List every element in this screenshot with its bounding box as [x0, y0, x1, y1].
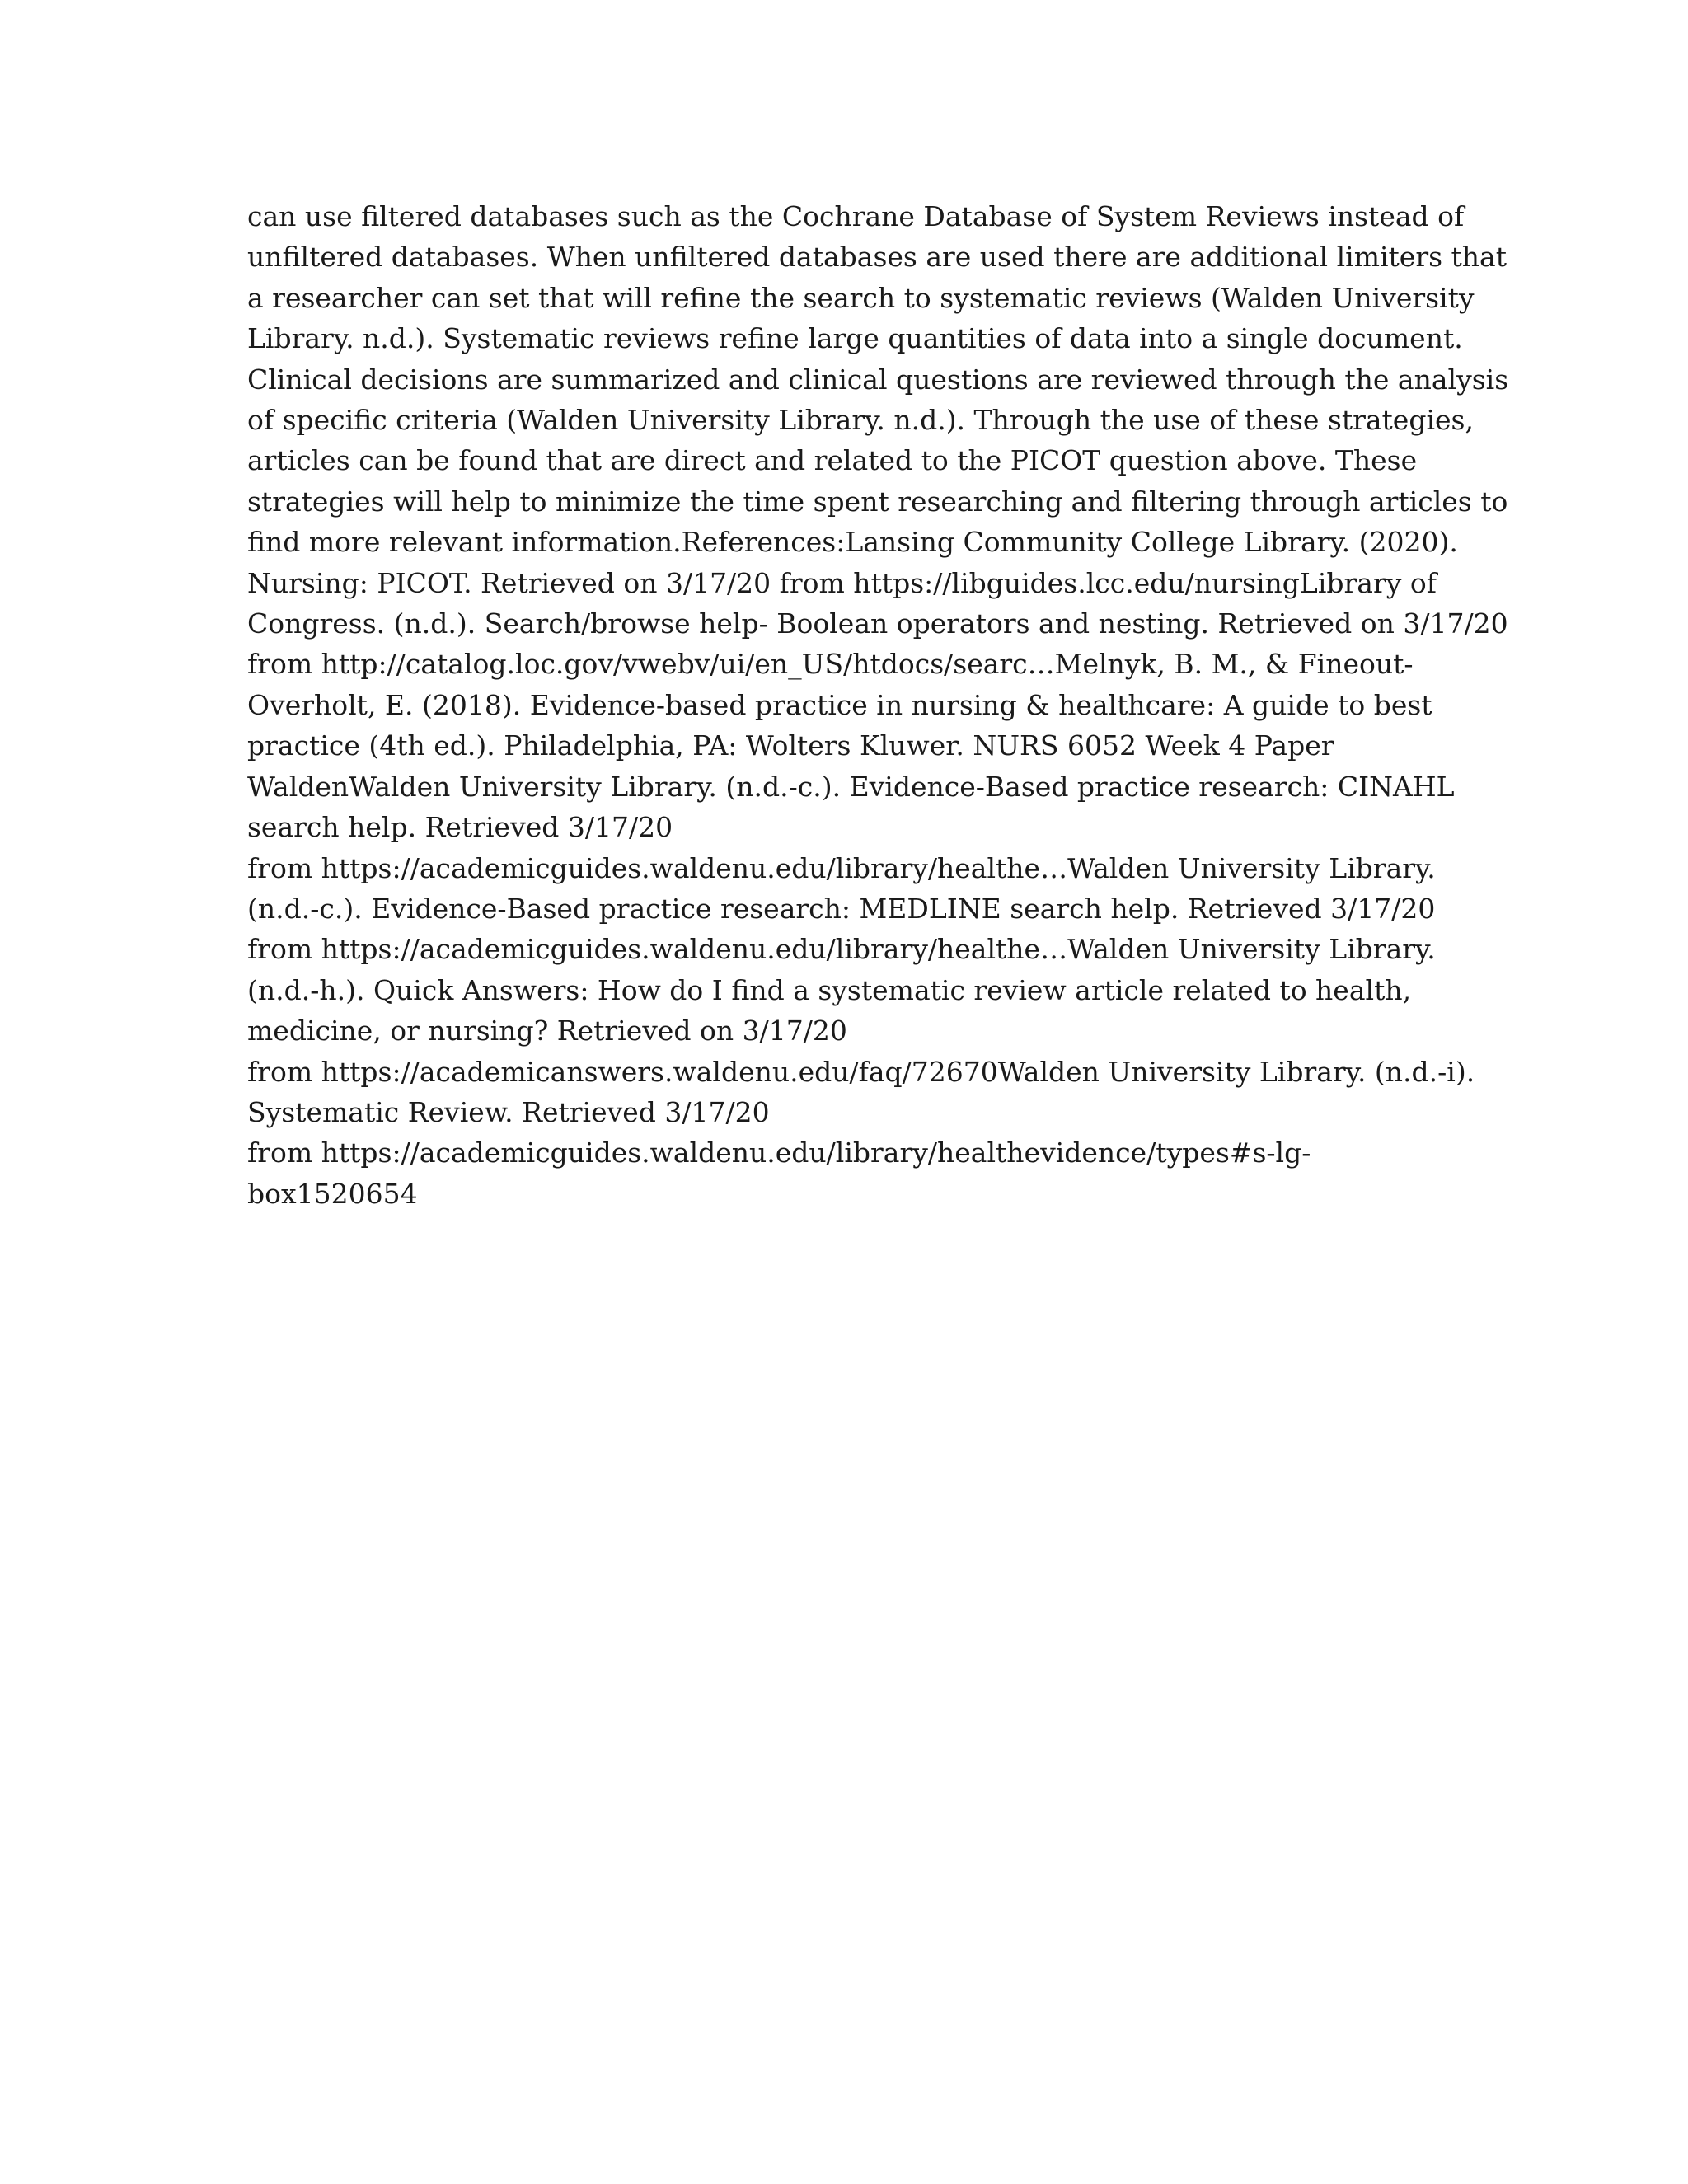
body-paragraph [247, 196, 1509, 1214]
text-line: Nursing: PICOT. Retrieved on 3/17/20 from https://libguides.lcc.edu/nursingLibrary of [247, 566, 1437, 599]
text-line: (n.d.-c.). Evidence-Based practice research: MEDLINE search help. Retrieved 3/17/20 [247, 892, 1436, 925]
text-line: medicine, or nursing? Retrieved on 3/17/20 [247, 1015, 847, 1047]
text-line: Overholt, E. (2018). Evidence-based practice in nursing & healthcare: A guide to best [247, 688, 1432, 721]
text-line: search help. Retrieved 3/17/20 [247, 811, 673, 844]
text-line: from https://academicguides.waldenu.edu/library/healthevidence/types#s-lg- [247, 1137, 1311, 1169]
text-line: articles can be found that are direct and related to the PICOT question above. These [247, 444, 1418, 477]
text-line: practice (4th ed.). Philadelphia, PA: Wolters Kluwer. NURS 6052 Week 4 Paper [247, 729, 1334, 762]
text-line: box1520654 [247, 1177, 418, 1210]
text-line: (n.d.-h.). Quick Answers: How do I find a systematic review article related to health, [247, 973, 1412, 1006]
text-line: Library. n.d.). Systematic reviews refine large quantities of data into a single document. [247, 322, 1463, 355]
text-line: Systematic Review. Retrieved 3/17/20 [247, 1095, 770, 1128]
text-line: can use filtered databases such as the Cochrane Database of System Reviews instead of [247, 200, 1465, 232]
text-line: Congress. (n.d.). Search/browse help- Boolean operators and nesting. Retrieved on 3/17/20 [247, 607, 1508, 640]
text-line: unfiltered databases. When unfiltered databases are used there are additional limiters that [247, 241, 1507, 274]
text-line: from https://academicguides.waldenu.edu/library/healthe…Walden University Library. [247, 851, 1436, 884]
text-line: from http://catalog.loc.gov/vwebv/ui/en_US/htdocs/searc…Melnyk, B. M., & Fineout- [247, 648, 1414, 681]
text-line: a researcher can set that will refine the search to systematic reviews (Walden University [247, 281, 1475, 314]
text-line: from https://academicanswers.waldenu.edu/faq/72670Walden University Library. (n.d.-i). [247, 1055, 1475, 1088]
text-line: strategies will help to minimize the time spent researching and filtering through articles to [247, 485, 1508, 518]
text-line: find more relevant information.References:Lansing Community College Library. (2020). [247, 526, 1458, 559]
text-line: from https://academicguides.waldenu.edu/library/healthe…Walden University Library. [247, 933, 1436, 966]
text-line: of specific criteria (Walden University Library. n.d.). Through the use of these strategies, [247, 404, 1474, 437]
text-line: Clinical decisions are summarized and clinical questions are reviewed through the analysis [247, 363, 1509, 396]
text-line: WaldenWalden University Library. (n.d.-c.). Evidence-Based practice research: CINAHL [247, 770, 1455, 803]
